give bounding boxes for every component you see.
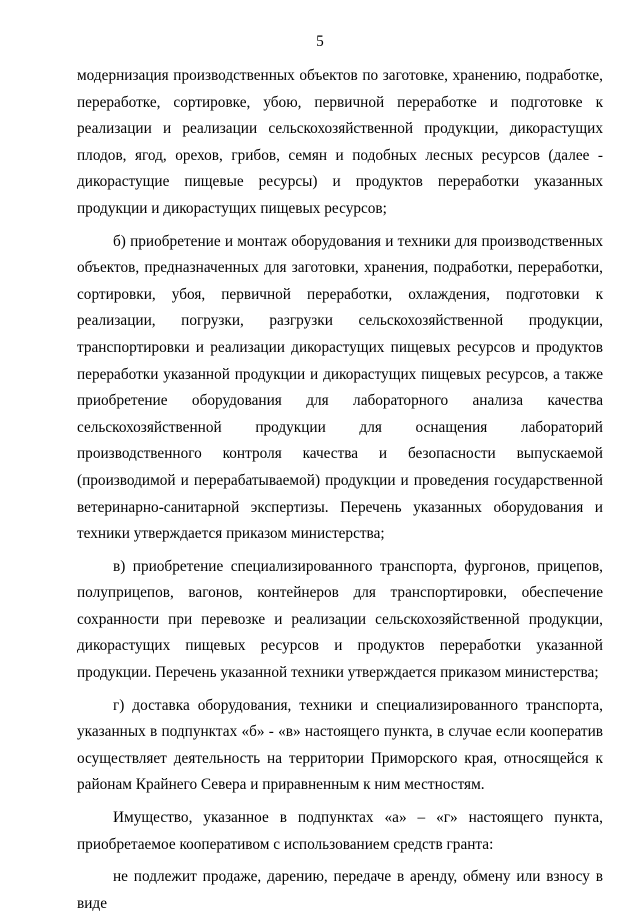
paragraph-continuation: модернизация производственных объектов по заготовке, хранению, подработке, переработке, сортировке, убою, первичной переработке и подготовке к реализации и реализации сельскохозяйственной продукции, дикорастущих плодов, ягод, орехов, грибов, семян и подобных лесных ресурсов (далее - дикорастущие пищевые ресурсы) и продуктов переработки указанных продукции и дикорастущих пищевых ресурсов; — [77, 67, 603, 217]
paragraph-subitem-g: г) доставка оборудования, техники и специализированного транспорта, указанных в подпунктах «б» - «в» настоящего пункта, в случае если кооператив осуществляет деятельность на территории Приморского края, относящейся к районам Крайнего Севера и приравненным к ним местностям. — [77, 696, 603, 794]
paragraph-subitem-v: в) приобретение специализированного транспорта, фургонов, прицепов, полуприцепов, вагонов, контейнеров для транспортировки, обеспечение сохранности при перевозке и реализации сельскохозяйственной продукции, дикорастущих пищевых ресурсов и продуктов переработки указанной продукции. Перечень указанной техники утверждается приказом министерства; — [77, 557, 603, 682]
paragraph-subitem-b: б) приобретение и монтаж оборудования и техники для производственных объектов, предназначенных для заготовки, хранения, подработки, переработки, сортировки, убоя, первичной переработки, охлаждения, подготовки к реализации, погрузки, разгрузки сельскохозяйственной продукции, транспортировки и реализации дикорастущих пищевых ресурсов и продуктов переработки указанной продукции и дикорастущих пищевых ресурсов, а также приобретение оборудования для лабораторного анализа качества сельскохозяйственной продукции для оснащения лабораторий производственного контроля качества и безопасности выпускаемой (производимой и перерабатываемой) продукции и проведения государственной ветеринарно-санитарной экспертизы. Перечень указанных оборудования и техники утверждается приказом министерства; — [77, 232, 603, 543]
paragraph-property-clause: Имущество, указанное в подпунктах «а» – «г» настоящего пункта, приобретаемое кооперативом с использованием средств гранта: — [77, 809, 603, 853]
paragraph-restrictions: не подлежит продаже, дарению, передаче в аренду, обмену или взносу в виде — [77, 868, 603, 912]
page-number: 5 — [316, 33, 324, 50]
document-body — [77, 63, 603, 917]
